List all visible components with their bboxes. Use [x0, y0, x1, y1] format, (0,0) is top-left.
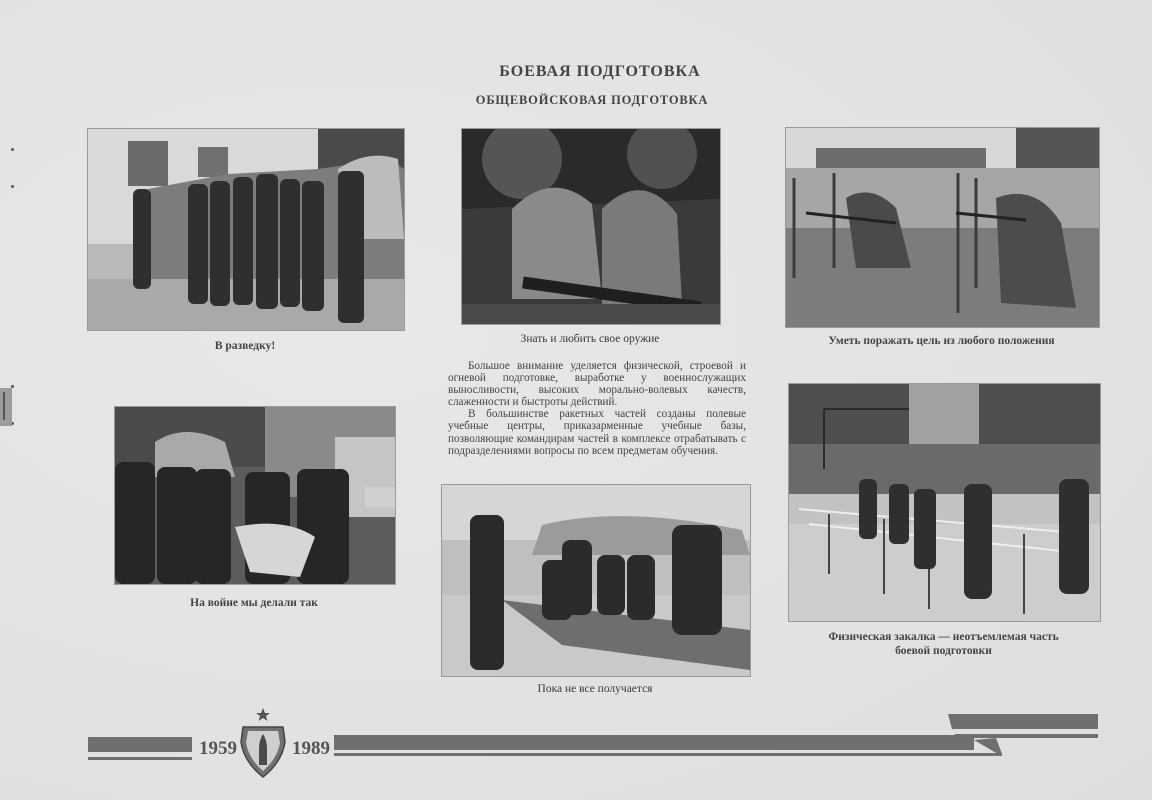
photo-caption: Знать и любить свое оружие	[520, 333, 660, 345]
margin-mark	[11, 185, 14, 188]
footer-band-right	[334, 735, 974, 750]
year-end: 1989	[292, 738, 330, 759]
footer-band-right-thin	[334, 753, 1002, 756]
photo-shooting	[785, 127, 1100, 328]
photo-caption: Пока не все получается	[537, 683, 653, 695]
footer-band-accent	[948, 712, 1100, 757]
binding-edge-tab	[0, 388, 12, 426]
article-text	[448, 360, 746, 457]
article-paragraph: В большинстве ракетных частей созданы полевые учебные центры, приказарменные учебные базы, позволяющие командирам частей в комплексе отрабатывать с подразделениями вопросы по всем предметам обучения.	[448, 408, 746, 457]
photo-physical-training	[788, 383, 1101, 622]
photo-caption: В разведку!	[214, 340, 276, 352]
photo-caption-line: боевой подготовки	[895, 645, 992, 657]
photo-gas-mask-training	[441, 484, 751, 677]
footer-band-left	[88, 737, 192, 752]
anniversary-emblem	[238, 707, 288, 779]
footer-band-left-thin	[88, 757, 192, 760]
photo-caption: Уметь поражать цель из любого положения	[828, 335, 1055, 347]
article-paragraph: Большое внимание уделяется физической, строевой и огневой подготовке, выработке у военнослужащих выносливости, высоких морально-волевых качеств, слаженности и быстроты действий.	[448, 360, 746, 409]
photo-caption-line: Физическая закалка — неотъемлемая часть	[828, 631, 1059, 643]
star-icon	[256, 708, 270, 721]
year-start: 1959	[199, 738, 237, 759]
page-title: БОЕВАЯ ПОДГОТОВКА	[499, 63, 701, 80]
photo-reconnaissance	[87, 128, 405, 331]
photo-weapons	[461, 128, 721, 325]
page-subtitle: ОБЩЕВОЙСКОВАЯ ПОДГОТОВКА	[475, 93, 709, 107]
photo-veterans	[114, 406, 396, 585]
photo-caption: На войне мы делали так	[190, 597, 318, 609]
margin-mark	[11, 148, 14, 151]
